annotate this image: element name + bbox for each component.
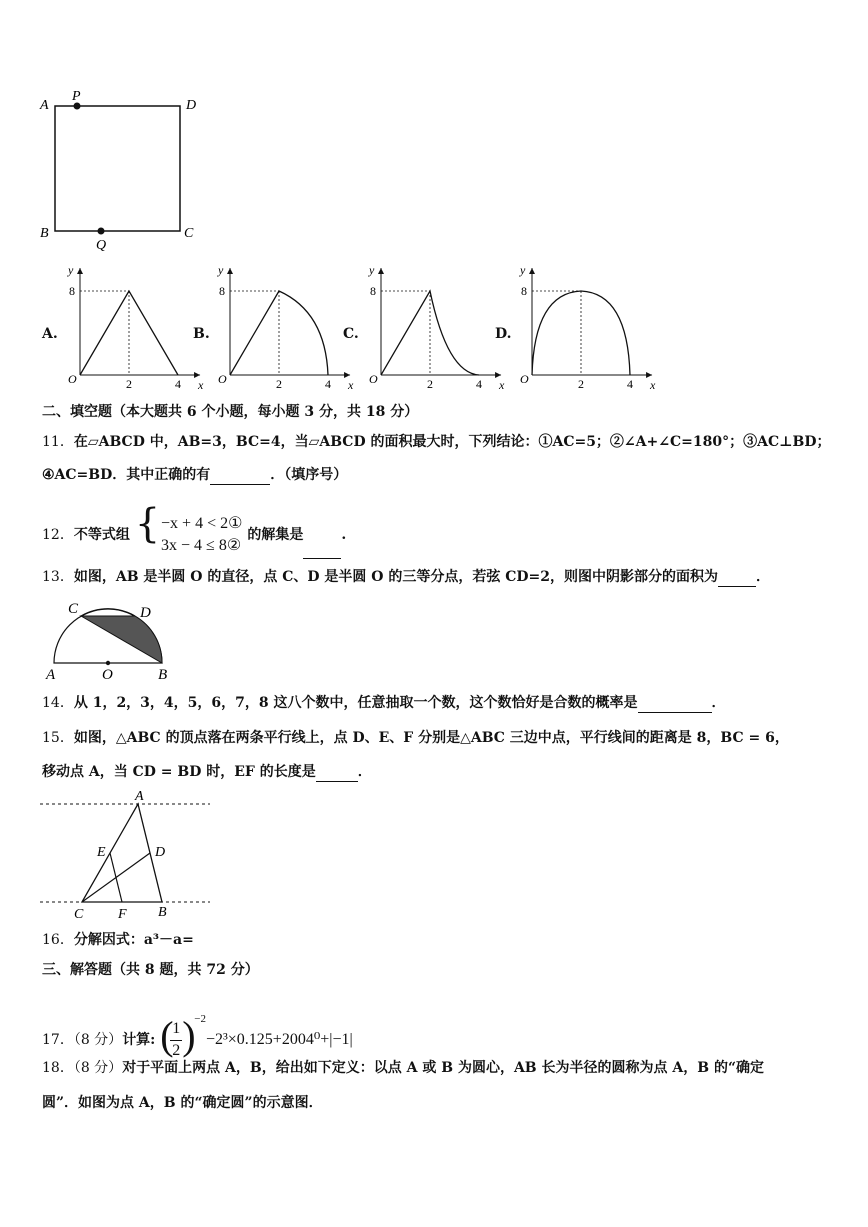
question-11 (42, 432, 831, 452)
q17-label: 计算: (122, 1032, 156, 1048)
question-18-line2 (42, 1093, 323, 1113)
semicircle-figure (40, 597, 180, 683)
question-17 (42, 996, 353, 1059)
q15-label-a: A (135, 789, 144, 804)
option-c-label: C. (343, 326, 359, 342)
tick-label-2: 2 (276, 377, 282, 391)
tick-label-8: 8 (69, 284, 75, 298)
q12-inequality-1: −x + 4 < 2① (161, 515, 243, 532)
x-axis-label: x (499, 378, 505, 392)
q11-line2a: ④AC=BD．其中正确的有 (42, 467, 211, 483)
label-p: P (72, 89, 81, 104)
tick-label-2: 2 (578, 377, 584, 391)
origin-label: O (68, 372, 77, 386)
tick-label-4: 4 (325, 377, 331, 391)
q15-label-f: F (118, 907, 127, 922)
y-axis-arrow (77, 268, 83, 274)
y-axis-label: y (68, 263, 74, 277)
x-axis-label: x (198, 378, 204, 392)
q17-paren-fraction: ( 1 2 ) (160, 1013, 196, 1059)
q15-label-c: C (74, 907, 84, 922)
question-12 (42, 501, 347, 554)
q15-number: 15． (42, 730, 74, 746)
tick-label-8: 8 (521, 284, 527, 298)
question-15-line2 (42, 762, 372, 782)
origin-label: O (218, 372, 227, 386)
section-3-heading: 三、解答题（共 8 题，共 72 分） (42, 962, 259, 978)
q11-line2b: ．（填序号） (270, 467, 348, 483)
q15-end: ． (357, 764, 372, 780)
option-a-label: A. (42, 326, 58, 342)
q14-text: 从 1，2，3，4，5，6，7，8 这八个数中，任意抽取一个数，这个数恰好是合数的概率是 (73, 695, 638, 711)
q18-number: 18． (42, 1060, 74, 1076)
tick-label-2: 2 (427, 377, 433, 391)
q14-end: ． (711, 695, 726, 711)
graph-option-c (363, 262, 505, 392)
y-axis-arrow (378, 268, 384, 274)
label-d: D (186, 98, 197, 113)
q13-label-b: B (158, 667, 168, 683)
origin-label: O (369, 372, 378, 386)
q17-frac-num: 1 (172, 1020, 181, 1037)
tick-label-2: 2 (126, 377, 132, 391)
q15-line2: 移动点 A，当 CD = BD 时，EF 的长度是 (42, 764, 316, 780)
x-axis-label: x (348, 378, 354, 392)
q15-label-e: E (97, 845, 106, 860)
q14-number: 14． (42, 695, 74, 711)
label-b: B (40, 226, 49, 241)
q11-line1: 在▱ABCD 中，AB=3，BC=4，当▱ABCD 的面积最大时，下列结论：①AC=5；②∠A+∠C=180°；③AC⊥BD； (73, 434, 831, 450)
tick-label-8: 8 (219, 284, 225, 298)
question-16 (42, 930, 194, 950)
q15-line1: 如图，△ABC 的顶点落在两条平行线上，点 D、E、F 分别是△ABC 三边中点，平行线间的距离是 8，BC = 6， (73, 730, 789, 746)
x-axis-label: x (650, 378, 656, 392)
tick-label-4: 4 (627, 377, 633, 391)
label-a: A (40, 98, 49, 113)
y-axis-arrow (529, 268, 535, 274)
q13-number: 13． (42, 569, 74, 585)
question-11-line2 (42, 465, 347, 485)
q17-exponent: −2 (194, 1013, 206, 1025)
question-18 (42, 1058, 764, 1078)
section-2-heading: 二、填空题（本大题共 6 个小题，每小题 3 分，共 18 分） (42, 404, 419, 420)
q18-score: （8 分） (73, 1060, 123, 1076)
question-13 (42, 567, 770, 587)
graph-option-b (212, 262, 354, 392)
y-axis-arrow (227, 268, 233, 274)
tick-label-4: 4 (175, 377, 181, 391)
triangle-figure (38, 786, 218, 922)
q17-expression: −2³×0.125+2004⁰+|−1| (205, 1031, 353, 1048)
q15-label-d: D (155, 845, 166, 860)
q18-line1: 对于平面上两点 A，B，给出如下定义：以点 A 或 B 为圆心，AB 长为半径的圆称为点 A，B 的“确定 (122, 1060, 765, 1076)
q12-brace: { (134, 501, 161, 547)
tick-label-4: 4 (476, 377, 482, 391)
option-b-label: B. (193, 326, 210, 342)
y-axis-label: y (520, 263, 526, 277)
q12-answer-blank (303, 544, 341, 559)
q13-label-a: A (46, 667, 56, 683)
q18-line2: 圆”．如图为点 A，B 的“确定圆”的示意图． (42, 1095, 323, 1111)
q12-end: . (341, 527, 347, 543)
q16-text: 分解因式：a³－a= (73, 932, 194, 948)
origin-label: O (520, 372, 529, 386)
q13-label-d: D (140, 605, 151, 621)
q17-score: （8 分） (73, 1032, 123, 1048)
y-axis-label: y (218, 263, 224, 277)
y-axis-label: y (369, 263, 375, 277)
q13-text: 如图，AB 是半圆 O 的直径，点 C、D 是半圆 O 的三等分点，若弦 CD=2，则图中阴影部分的面积为 (73, 569, 718, 585)
q12-number: 12． (42, 527, 74, 543)
graph-option-d (514, 262, 656, 392)
graph-option-a (62, 262, 204, 392)
label-q: Q (96, 238, 107, 253)
q13-end: ． (755, 569, 770, 585)
q15-label-b: B (158, 905, 167, 920)
label-c: C (184, 226, 194, 241)
q16-number: 16． (42, 932, 74, 948)
q13-label-c: C (68, 601, 79, 617)
q12-prefix: 不等式组 (73, 527, 130, 543)
q13-answer-blank (718, 572, 756, 587)
q11-answer-blank (210, 470, 270, 485)
question-14 (42, 693, 726, 713)
q12-suffix: 的解集是 (247, 527, 304, 543)
q15-answer-blank (316, 767, 358, 782)
q11-number: 11． (42, 434, 74, 450)
q14-answer-blank (638, 698, 712, 713)
q17-frac-den: 2 (172, 1042, 181, 1059)
q17-number: 17． (42, 1032, 74, 1048)
option-d-label: D. (495, 326, 512, 342)
question-15 (42, 728, 789, 748)
q12-inequality-2: 3x − 4 ≤ 8② (161, 537, 242, 554)
tick-label-8: 8 (370, 284, 376, 298)
q13-label-o: O (102, 667, 113, 683)
square-figure (30, 85, 210, 255)
